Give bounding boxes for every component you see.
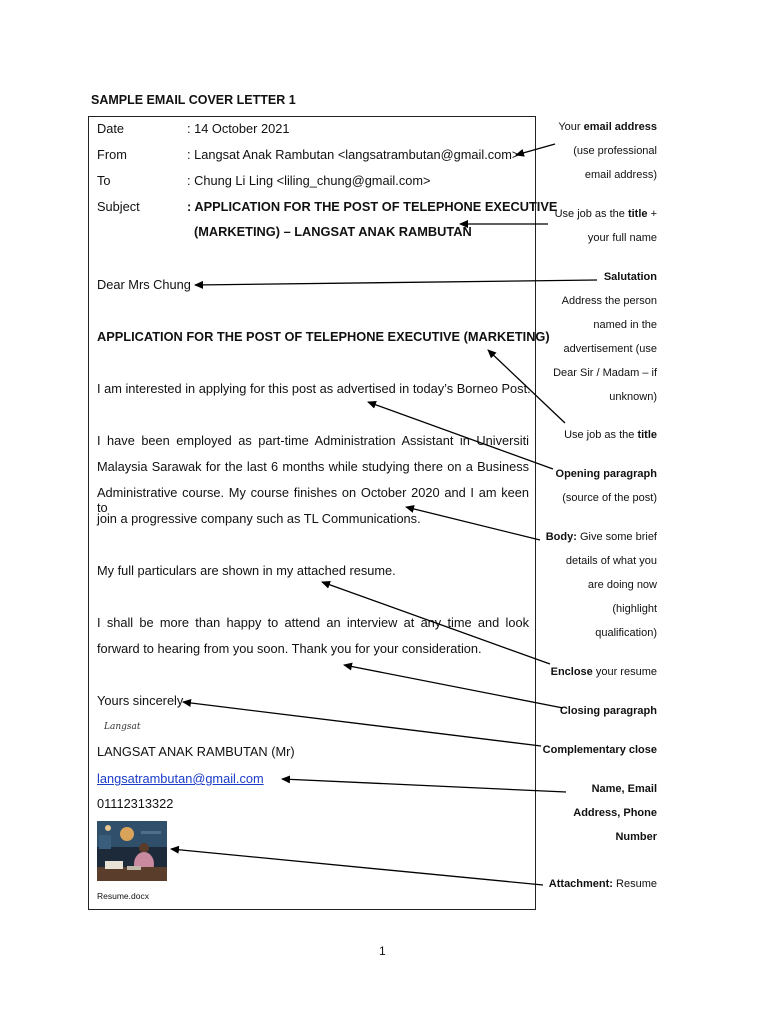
note-title-2 (564, 423, 657, 447)
note-salutation (553, 265, 657, 409)
note-complementary-bold: Complementary close (542, 744, 657, 756)
note-salutation-line: Dear Sir / Madam – if (553, 367, 657, 379)
note-salutation-line: advertisement (use (563, 343, 657, 355)
note-opening-bold: Opening paragraph (555, 468, 657, 480)
subject-colon: : (187, 199, 195, 214)
subject-line-1 (187, 199, 557, 214)
signature: Langsat (104, 722, 141, 732)
note-title-line1 (555, 202, 657, 226)
note-email-line2: (use professional (573, 145, 657, 157)
note-salutation-line: Address the person (561, 295, 657, 307)
note-attachment (549, 872, 657, 896)
note-salutation-line: named in the (593, 319, 657, 331)
note-title-post: + (647, 208, 657, 220)
note-title (555, 202, 657, 250)
date-label: Date (97, 121, 125, 136)
body-line: join a progressive company such as TL Communications. (97, 511, 421, 526)
note-enclose-bold: Enclose (550, 666, 593, 678)
subject-text-1: APPLICATION FOR THE POST OF TELEPHONE EXECUTIVE (194, 199, 558, 214)
sender-name: LANGSAT ANAK RAMBUTAN (Mr) (97, 744, 295, 759)
note-opening (556, 462, 657, 510)
note-body-line: (highlight (612, 603, 657, 615)
note-body-post: Give some brief (576, 531, 657, 543)
salutation: Dear Mrs Chung (97, 277, 191, 292)
note-enclose-post: your resume (592, 666, 657, 678)
note-email-pre: Your (558, 121, 584, 133)
page-title: SAMPLE EMAIL COVER LETTER 1 (91, 93, 296, 107)
sender-email-link[interactable]: langsatrambutan@gmail.com (97, 771, 264, 786)
body-line: Administrative course. My course finishes on October 2020 and I am keen to (97, 485, 529, 515)
note-title2-pre: Use job as the (564, 429, 638, 441)
subject-line-2: (MARKETING) – LANGSAT ANAK RAMBUTAN (194, 224, 472, 239)
note-closing (560, 699, 657, 723)
page-number: 1 (379, 944, 386, 958)
body-line: Malaysia Sarawak for the last 6 months while studying there on a Business (97, 459, 529, 474)
resume-attachment-thumbnail[interactable] (97, 821, 167, 881)
note-salutation-bold: Salutation (603, 271, 657, 283)
note-contact-line: Address, Phone (573, 807, 657, 819)
note-title-pre: Use job as the (554, 208, 628, 220)
note-salutation-line: unknown) (609, 391, 657, 403)
body-line: I have been employed as part-time Administration Assistant in Universiti (97, 433, 529, 448)
letter-heading: APPLICATION FOR THE POST OF TELEPHONE EXECUTIVE (MARKETING) (97, 329, 550, 344)
attachment-photo-icon (97, 821, 167, 881)
from-value: : Langsat Anak Rambutan <langsatrambutan@gmail.com> (187, 147, 520, 162)
note-body-line: qualification) (595, 627, 657, 639)
note-attachment-bold: Attachment: (548, 878, 613, 890)
complimentary-close: Yours sincerely (97, 693, 184, 708)
note-attachment-post: Resume (612, 878, 657, 890)
opening-paragraph: I am interested in applying for this post as advertised in today’s Borneo Post. (97, 381, 531, 396)
to-label: To (97, 173, 111, 188)
note-body (546, 525, 657, 645)
note-opening-line2: (source of the post) (562, 492, 657, 504)
sender-phone: 01112313322 (97, 796, 174, 811)
note-contact-line: Number (615, 831, 657, 843)
note-title2-bold: title (637, 429, 657, 441)
note-email-line3: email address) (584, 169, 657, 181)
from-label: From (97, 147, 127, 162)
note-title-line2: your full name (587, 232, 657, 244)
note-contact (573, 777, 657, 849)
closing-line: forward to hearing from you soon. Thank you for your consideration. (97, 641, 482, 656)
note-email (558, 115, 657, 187)
note-body-line: are doing now (587, 579, 657, 591)
note-body-bold: Body: (545, 531, 577, 543)
note-enclose (551, 660, 657, 684)
note-email-bold: email address (583, 121, 657, 133)
date-value: : 14 October 2021 (187, 121, 290, 136)
attachment-filename[interactable]: Resume.docx (97, 891, 149, 901)
note-contact-line: Name, Email (591, 783, 657, 795)
to-value: : Chung Li Ling <liling_chung@gmail.com> (187, 173, 431, 188)
note-title-bold: title (627, 208, 648, 220)
closing-line: I shall be more than happy to attend an interview at any time and look (97, 615, 529, 630)
subject-label: Subject (97, 199, 140, 214)
enclose-paragraph: My full particulars are shown in my attached resume. (97, 563, 396, 578)
note-body-line: details of what you (565, 555, 657, 567)
note-email-line1 (558, 115, 657, 139)
note-closing-bold: Closing paragraph (559, 705, 657, 717)
note-complementary (543, 738, 657, 762)
